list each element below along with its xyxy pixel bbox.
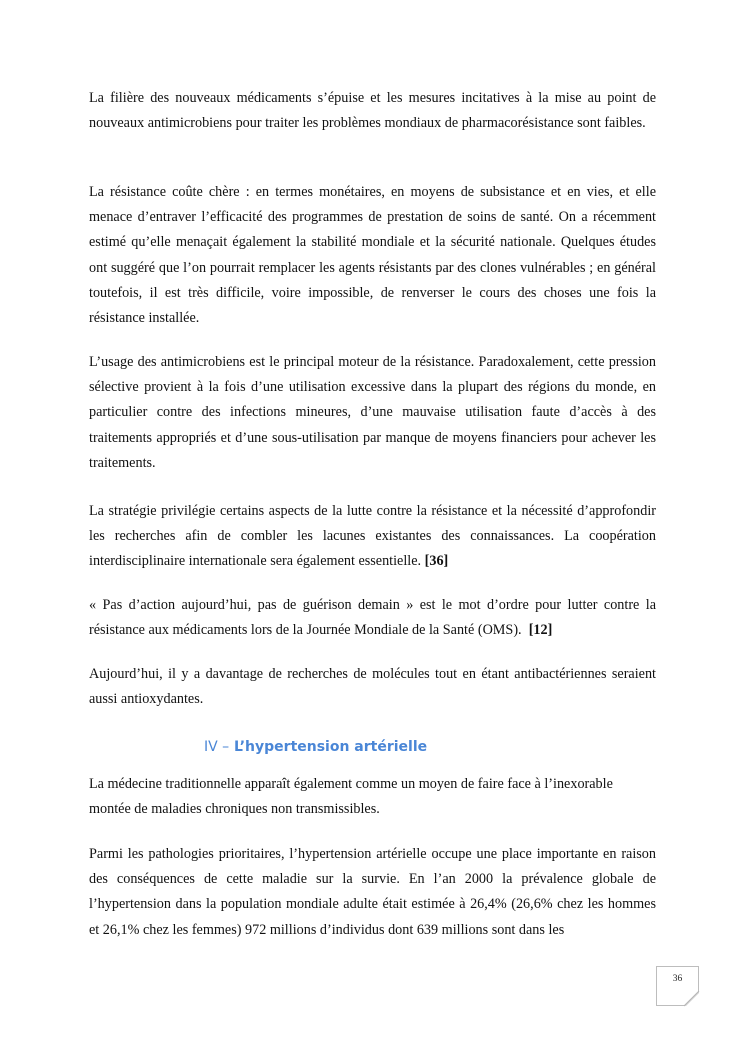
page-number: 36: [672, 974, 683, 984]
citation-reference: [12]: [528, 622, 553, 639]
citation-reference: [36]: [424, 553, 449, 570]
section-heading: [204, 736, 427, 758]
paragraph-text: Parmi les pathologies prioritaires, l’hypertension artérielle occupe une place importante en raison des conséquences de cette maladie sur la survie. En l’an 2000 la prévalence globale de l’hypertension dans la population mondiale adulte était estimée à 26,4% (26,6% chez les hommes et 26,1% chez les femmes) 972 millions d’individus dont 639 millions sont dans les: [89, 846, 656, 938]
paragraph-traditional-medicine: [89, 772, 649, 822]
paragraph-text: L’usage des antimicrobiens est le principal moteur de la résistance. Paradoxalement, cette pression sélective provient à la fois d’une utilisation excessive dans la plupart des régions du monde, en particulier contre des infections mineures, d’une mauvaise utilisation faute d’accès à des traitements appropriés et d’une sous-utilisation par manque de moyens financiers pour achever les traitements.: [89, 354, 656, 471]
paragraph-text: « Pas d’action aujourd’hui, pas de guérison demain » est le mot d’ordre pour lutter contre la résistance aux médicaments lors de la Journée Mondiale de la Santé (OMS).: [89, 597, 656, 639]
paragraph-text: Aujourd’hui, il y a davantage de recherches de molécules tout en étant antibactériennes seraient aussi antioxydantes.: [89, 666, 656, 708]
paragraph-text: La filière des nouveaux médicaments s’épuise et les mesures incitatives à la mise au point de nouveaux antimicrobiens pour traiter les problèmes mondiaux de pharmacorésistance sont faibles.: [89, 90, 656, 132]
paragraph-world-health-day: [89, 593, 656, 643]
section-number: IV –: [204, 739, 230, 755]
paragraph-hypertension-prevalence: [89, 842, 656, 943]
paragraph-strategy: [89, 499, 656, 575]
paragraph-text: La résistance coûte chère : en termes monétaires, en moyens de subsistance et en vies, et elle menace d’entraver l’efficacité des programmes de prestation de soins de santé. On a récemment estimé qu’elle menaçait également la stabilité mondiale et la sécurité nationale. Quelques études ont suggéré que l’on pourrait remplacer les agents résistants par des clones vulnérables ; en général toutefois, il est très difficile, voire impossible, de renverser le cours des choses une fois la résistance installée.: [89, 184, 656, 327]
paragraph-antimicrobial-use: [89, 350, 656, 476]
paragraph-text: La médecine traditionnelle apparaît également comme un moyen de faire face à l’inexorable montée de maladies chroniques non transmissibles.: [89, 776, 613, 818]
paragraph-cost-of-resistance: [89, 180, 656, 331]
paragraph-antioxidants: [89, 662, 656, 712]
section-title: L’hypertension artérielle: [234, 739, 428, 755]
paragraph-text: La stratégie privilégie certains aspects de la lutte contre la résistance et la nécessité d’approfondir les recherches afin de combler les lacunes existantes des connaissances. La coopération interdisciplinaire internationale sera également essentielle.: [89, 503, 656, 570]
page-fold-icon: [684, 991, 700, 1007]
paragraph-new-drugs: [89, 86, 656, 136]
